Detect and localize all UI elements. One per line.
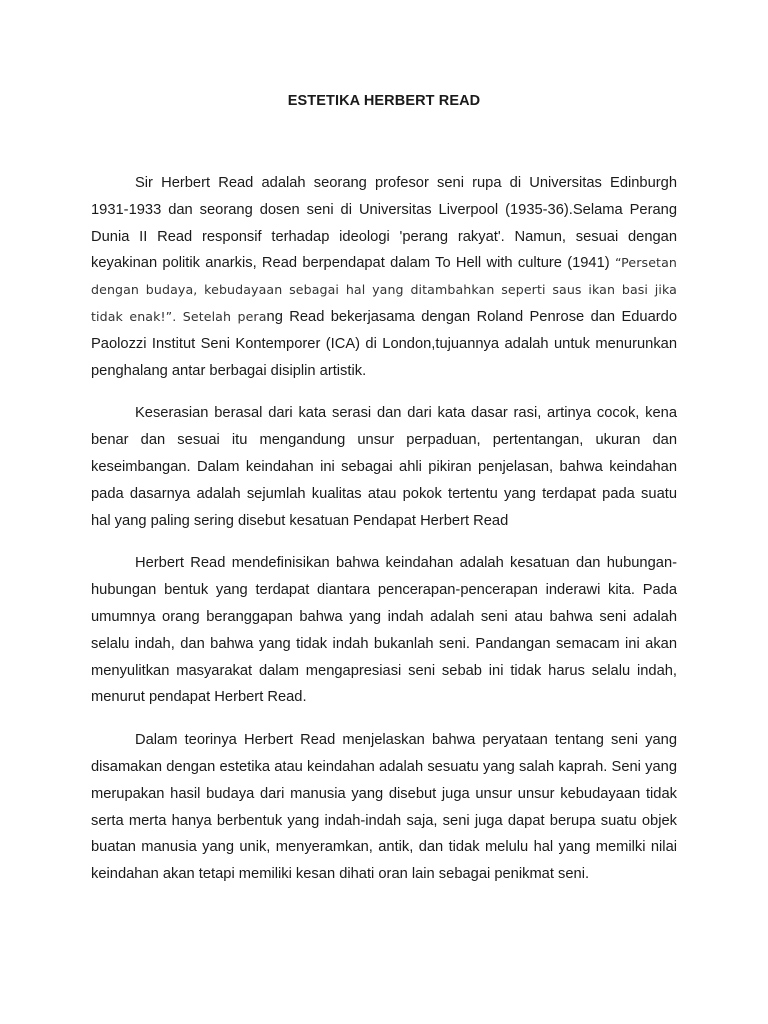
paragraph-2: Keserasian berasal dari kata serasi dan dari kata dasar rasi, artinya cocok, kena benar dan sesuai itu mengandung unsur perpaduan, pertentangan, ukuran dan keseimbangan. Dalam keindahan ini sebagai ahli pikiran penjelasan, bahwa keindahan pada dasarnya adalah sejumlah kualitas atau pokok tertentu yang terdapat pada suatu hal yang paling sering disebut kesatuan Pendapat Herbert Read [91, 405, 677, 529]
paragraph-1-text-after-quote: ng Read bekerjasama dengan Roland Penrose dan Eduardo Paolozzi Institut Seni Kontemporer (ICA) di London,tujuannya adalah untuk menurunkan penghalang antar berbagai disiplin artistik. [91, 308, 677, 379]
paragraph-4: Dalam teorinya Herbert Read menjelaskan bahwa peryataan tentang seni yang disamakan dengan estetika atau keindahan adalah sesuatu yang salah kaprah. Seni yang merupakan hasil budaya dari manusia yang disebut juga unsur unsur kebudayaan tidak serta merta hanya berbentuk yang indah-indah saja, seni juga dapat berupa suatu objek buatan manusia yang unik, menyeramkan, antik, dan tidak melulu hal yang memilki nilai keindahan akan tetapi memiliki kesan dihati oran lain sebagai penikmat seni. [91, 732, 677, 883]
paragraph-1-quote: “Persetan dengan budaya, kebudayaan sebagai hal yang ditambahkan seperti saus ikan basi jika tidak enak!”. Setelah pera [91, 255, 677, 324]
paragraph-3: Herbert Read mendefinisikan bahwa keindahan adalah kesatuan dan hubungan-hubungan bentuk yang terdapat diantara pencerapan-pencerapan inderawi kita. Pada umumnya orang beranggapan bahwa yang indah adalah seni atau bahwa seni adalah selalu indah, dan bahwa yang tidak indah bukanlah seni. Pandangan semacam ini akan menyulitkan masyarakat dalam mengapresiasi seni sebab ini tidak harus selalu indah, menurut pendapat Herbert Read. [91, 555, 677, 706]
document-body [91, 170, 677, 904]
document-title: ESTETIKA HERBERT READ [287, 93, 481, 109]
paragraph-1-text-before-quote: Sir Herbert Read adalah seorang profesor seni rupa di Universitas Edinburgh 1931-1933 dan seorang dosen seni di Universitas Liverpool (1935-36).Selama Perang Dunia II Read responsif terhadap ideologi 'perang rakyat'. Namun, sesuai dengan keyakinan politik anarkis, Read berpendapat dalam To Hell with culture (1941) [91, 175, 677, 272]
paragraph-1 [91, 170, 677, 384]
